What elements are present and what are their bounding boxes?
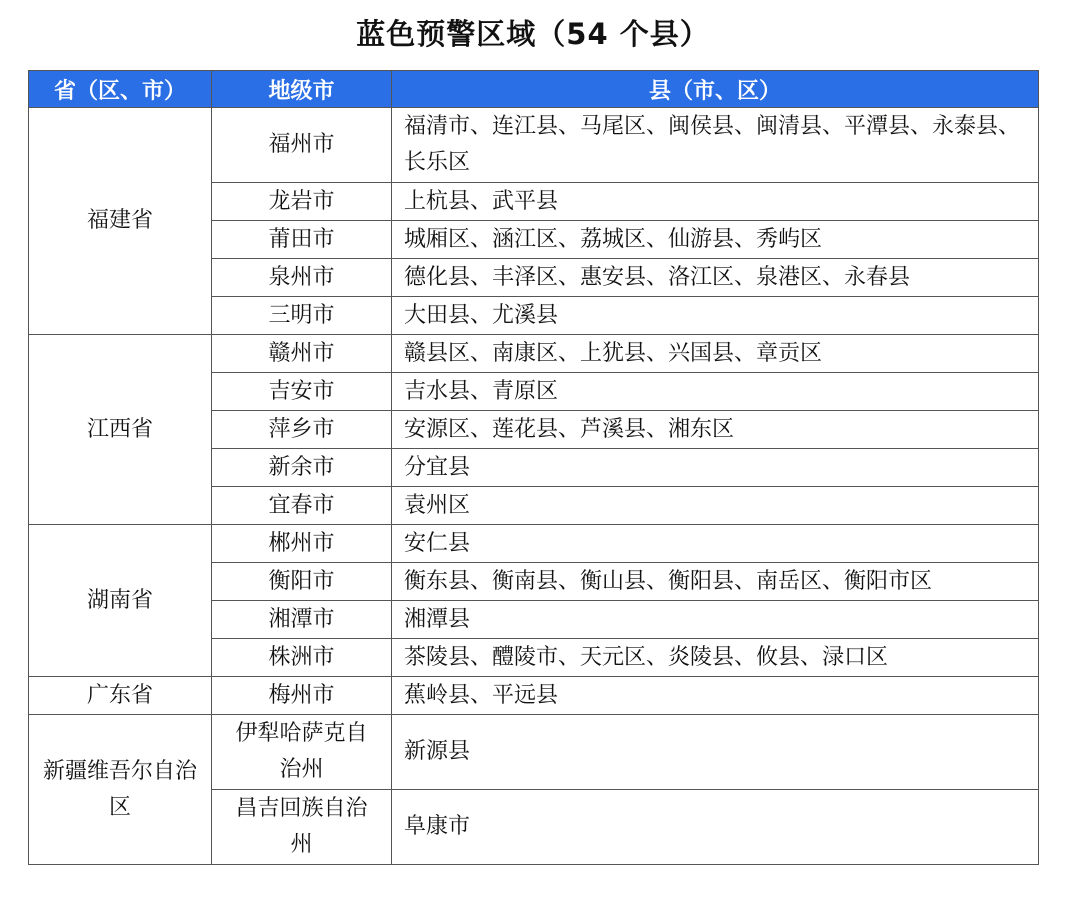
city-cell: 衡阳市 xyxy=(212,563,392,601)
table-row xyxy=(29,525,1039,563)
header-province: 省（区、市） xyxy=(29,71,212,108)
county-cell: 茶陵县、醴陵市、天元区、炎陵县、攸县、渌口区 xyxy=(392,639,1039,677)
county-cell: 湘潭县 xyxy=(392,601,1039,639)
city-cell: 郴州市 xyxy=(212,525,392,563)
table-row xyxy=(29,108,1039,183)
city-cell: 福州市 xyxy=(212,108,392,183)
province-cell: 江西省 xyxy=(29,335,212,525)
province-cell: 福建省 xyxy=(29,108,212,335)
table-row xyxy=(29,677,1039,715)
county-cell: 衡东县、衡南县、衡山县、衡阳县、南岳区、衡阳市区 xyxy=(392,563,1039,601)
city-cell: 株洲市 xyxy=(212,639,392,677)
city-cell: 龙岩市 xyxy=(212,183,392,221)
county-cell: 分宜县 xyxy=(392,449,1039,487)
province-cell: 湖南省 xyxy=(29,525,212,677)
page-title: 蓝色预警区域（54 个县） xyxy=(356,17,710,51)
city-cell: 梅州市 xyxy=(212,677,392,715)
county-cell: 上杭县、武平县 xyxy=(392,183,1039,221)
county-cell: 福清市、连江县、马尾区、闽侯县、闽清县、平潭县、永泰县、长乐区 xyxy=(392,108,1039,183)
province-cell: 广东省 xyxy=(29,677,212,715)
county-cell: 吉水县、青原区 xyxy=(392,373,1039,411)
table-row xyxy=(29,715,1039,790)
table-header-row xyxy=(29,71,1039,108)
county-cell: 阜康市 xyxy=(392,790,1039,865)
table-row xyxy=(29,335,1039,373)
city-cell: 莆田市 xyxy=(212,221,392,259)
county-cell: 大田县、尤溪县 xyxy=(392,297,1039,335)
city-cell: 吉安市 xyxy=(212,373,392,411)
header-city: 地级市 xyxy=(212,71,392,108)
city-cell: 昌吉回族自治州 xyxy=(212,790,392,865)
county-cell: 安源区、莲花县、芦溪县、湘东区 xyxy=(392,411,1039,449)
city-cell: 萍乡市 xyxy=(212,411,392,449)
province-cell: 新疆维吾尔自治区 xyxy=(29,715,212,865)
city-cell: 伊犁哈萨克自治州 xyxy=(212,715,392,790)
city-cell: 宜春市 xyxy=(212,487,392,525)
county-cell: 德化县、丰泽区、惠安县、洛江区、泉港区、永春县 xyxy=(392,259,1039,297)
county-cell: 新源县 xyxy=(392,715,1039,790)
warning-table xyxy=(28,70,1039,865)
city-cell: 泉州市 xyxy=(212,259,392,297)
county-cell: 安仁县 xyxy=(392,525,1039,563)
city-cell: 三明市 xyxy=(212,297,392,335)
city-cell: 新余市 xyxy=(212,449,392,487)
header-county: 县（市、区） xyxy=(392,71,1039,108)
city-cell: 赣州市 xyxy=(212,335,392,373)
county-cell: 城厢区、涵江区、荔城区、仙游县、秀屿区 xyxy=(392,221,1039,259)
county-cell: 袁州区 xyxy=(392,487,1039,525)
county-cell: 赣县区、南康区、上犹县、兴国县、章贡区 xyxy=(392,335,1039,373)
county-cell: 蕉岭县、平远县 xyxy=(392,677,1039,715)
city-cell: 湘潭市 xyxy=(212,601,392,639)
